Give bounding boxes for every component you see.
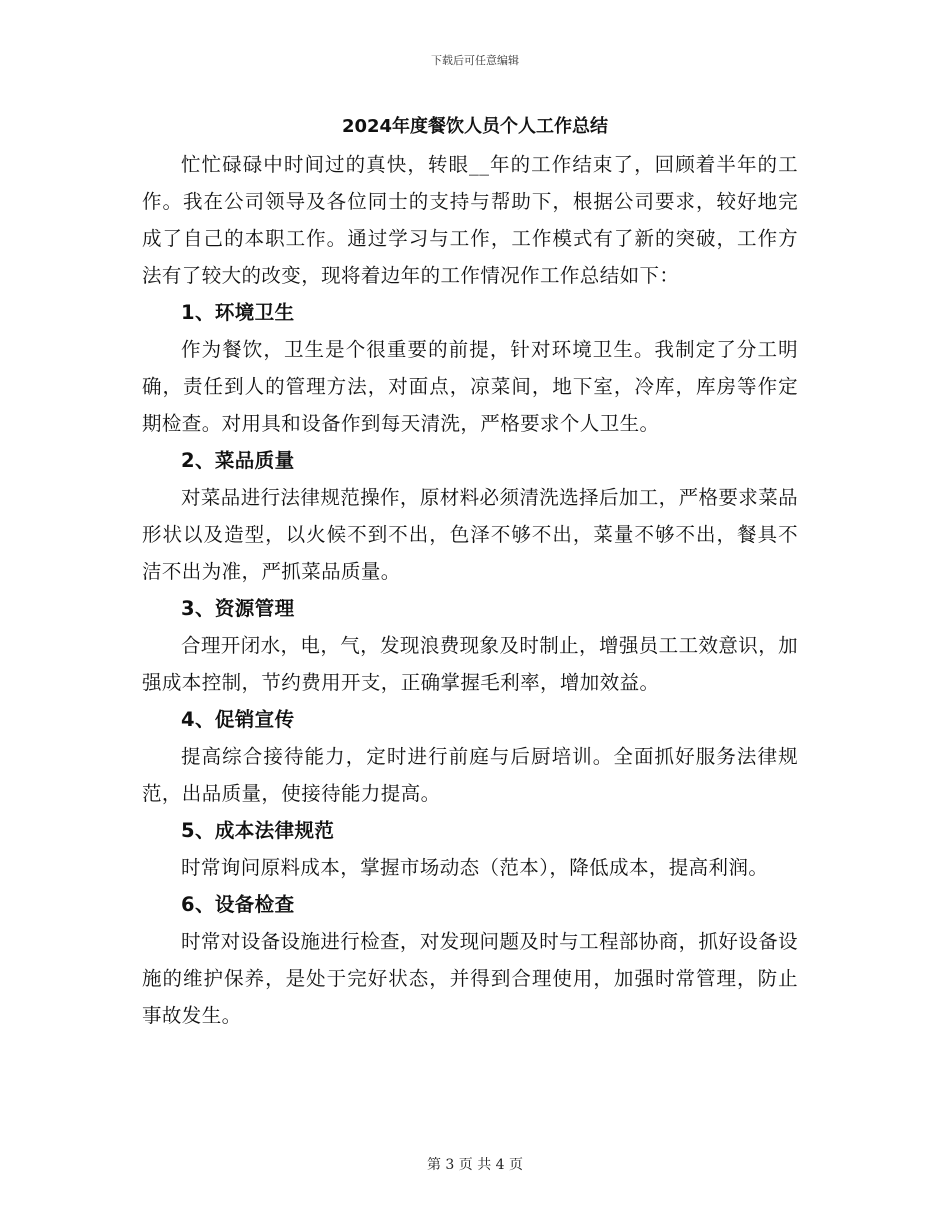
section-body-resource-management: 合理开闭水，电，气，发现浪费现象及时制止，增强员工工效意识，加强成本控制，节约费用开支，正确掌握毛利率，增加效益。 — [142, 634, 798, 694]
section-heading-dish-quality: 2、菜品质量 — [181, 449, 295, 472]
section-heading-cost-regulation: 5、成本法律规范 — [181, 819, 335, 842]
section-heading-equipment-inspection: 6、设备检查 — [181, 893, 295, 916]
page-header-note: 下载后可任意编辑 — [431, 54, 519, 67]
section-heading-promotion: 4、促销宣传 — [181, 708, 295, 731]
section-heading-resource-management: 3、资源管理 — [181, 597, 295, 620]
intro-paragraph: 忙忙碌碌中时间过的真快，转眼__年的工作结束了，回顾着半年的工作。我在公司领导及各位同士的支持与帮助下，根据公司要求，较好地完成了自己的本职工作。通过学习与工作，工作模式有了新的突破，工作方法有了较大的改变，现将着边年的工作情况作工作总结如下： — [142, 153, 798, 287]
section-body-dish-quality: 对菜品进行法律规范操作，原材料必须清洗选择后加工，严格要求菜品形状以及造型，以火候不到不出，色泽不够不出，菜量不够不出，餐具不洁不出为准，严抓菜品质量。 — [142, 486, 798, 583]
section-body-promotion: 提高综合接待能力，定时进行前庭与后厨培训。全面抓好服务法律规范，出品质量，使接待能力提高。 — [142, 745, 798, 805]
section-heading-environment-hygiene: 1、环境卫生 — [181, 301, 295, 324]
section-body-environment-hygiene: 作为餐饮，卫生是个很重要的前提，针对环境卫生。我制定了分工明确，责任到人的管理方法，对面点，凉菜间，地下室，冷库，库房等作定期检查。对用具和设备作到每天清洗，严格要求个人卫生。 — [142, 338, 798, 435]
page-number-footer: 第 3 页 共 4 页 — [426, 1157, 524, 1173]
section-body-cost-regulation: 时常询问原料成本，掌握市场动态（范本），降低成本，提高利润。 — [181, 856, 769, 879]
document-title: 2024年度餐饮人员个人工作总结 — [341, 116, 609, 137]
section-body-equipment-inspection: 时常对设备设施进行检查，对发现问题及时与工程部协商，抓好设备设施的维护保养，是处于完好状态，并得到合理使用，加强时常管理，防止事故发生。 — [142, 930, 798, 1027]
document-body — [142, 146, 798, 1034]
